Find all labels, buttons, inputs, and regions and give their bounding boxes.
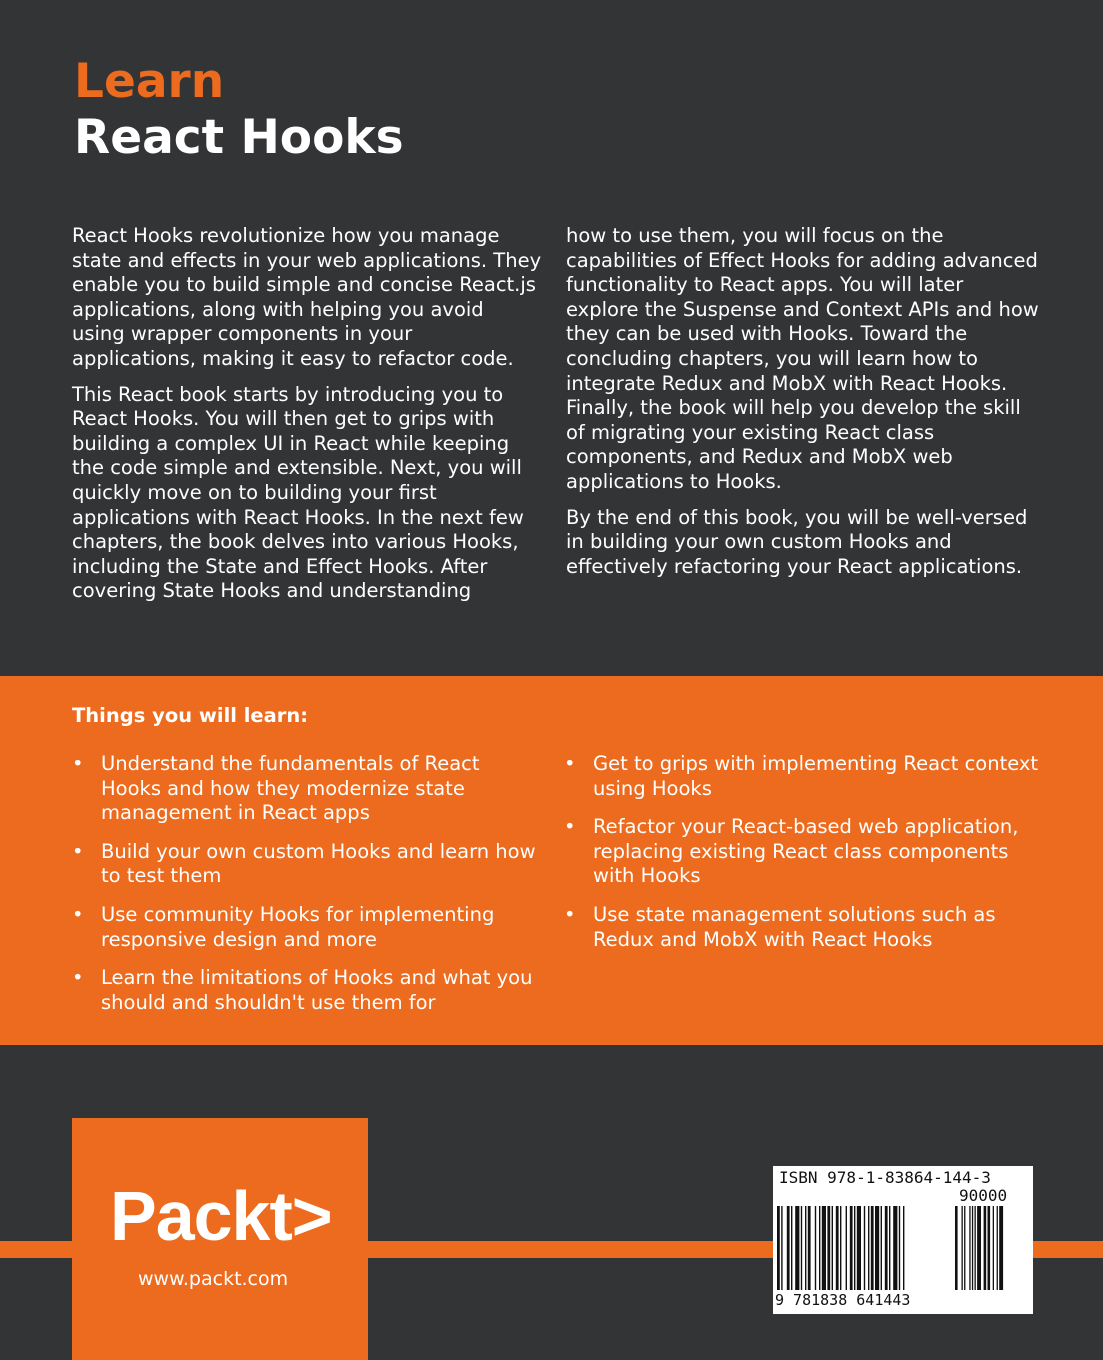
publisher-logo-box: [72, 1118, 368, 1360]
ean-digits: 9 781838 641443: [775, 1291, 911, 1309]
list-item-text: Understand the fundamentals of React Hooks and how they modernize state management in React apps: [101, 752, 480, 825]
barcode-bar: [893, 1206, 897, 1290]
barcode-bar: [875, 1206, 879, 1290]
description-left-column: [72, 224, 542, 615]
list-item-text: Use state management solutions such as Redux and MobX with React Hooks: [593, 902, 996, 951]
bullet-icon: •: [72, 752, 84, 775]
bullet-icon: •: [564, 815, 576, 839]
barcode-bar: [871, 1206, 874, 1290]
barcode-bar: [846, 1206, 847, 1290]
barcode-bar: [881, 1206, 882, 1290]
barcode-bar: [857, 1206, 861, 1290]
barcode-bar: [854, 1206, 855, 1290]
barcode-bar: [819, 1206, 820, 1290]
bullet-icon: •: [72, 839, 84, 863]
barcode-bar: [836, 1206, 839, 1290]
price-barcode-bar: [964, 1206, 965, 1290]
bullet-icon: •: [564, 752, 576, 775]
title-react-hooks: React Hooks: [74, 110, 404, 165]
barcode-bar: [899, 1206, 900, 1290]
bullet-icon: •: [564, 902, 576, 926]
barcode-bar: [889, 1206, 890, 1290]
barcode-box: [773, 1166, 1033, 1314]
barcode-bar: [805, 1206, 806, 1290]
price-code: 90000: [959, 1186, 1008, 1205]
list-item-text: Use community Hooks for implementing responsive design and more: [101, 902, 495, 951]
description-paragraph: React Hooks revolutionize how you manage state and effects in your web applications. They enable you to build simple and concise React.js applications, along with helping you avoid using wrapper components in your applications, making it easy to refactor code.: [72, 224, 542, 370]
bullet-icon: •: [72, 966, 84, 990]
barcode-bar: [781, 1206, 782, 1290]
list-item: [72, 966, 542, 1015]
title-learn: Learn: [74, 54, 225, 109]
price-barcode-bar: [955, 1206, 958, 1290]
barcode-bar: [808, 1206, 811, 1290]
list-item: [564, 903, 1044, 952]
price-barcode-bar: [999, 1206, 1003, 1290]
price-barcode-bar: [993, 1206, 994, 1290]
list-item: [72, 752, 542, 826]
barcode-bar: [777, 1206, 780, 1290]
barcode-bar: [885, 1206, 888, 1290]
barcode-bar: [801, 1206, 802, 1290]
list-item: [564, 815, 1044, 889]
publisher-url: www.packt.com: [138, 1268, 289, 1290]
barcode-bar: [850, 1206, 853, 1290]
list-item: [564, 752, 1044, 801]
list-item-text: Get to grips with implementing React context using Hooks: [593, 752, 1039, 800]
bullet-icon: •: [72, 902, 84, 926]
barcode-bar: [868, 1206, 869, 1290]
barcode-bar: [787, 1206, 790, 1290]
list-item-text: Build your own custom Hooks and learn how to test them: [101, 839, 536, 888]
barcode-bar: [815, 1206, 816, 1290]
packt-logo: Packt>: [110, 1177, 332, 1255]
barcode-bar: [822, 1206, 826, 1290]
barcode-bar: [840, 1206, 841, 1290]
isbn-label: ISBN 978-1-83864-144-3: [779, 1168, 991, 1187]
barcode-bar: [864, 1206, 865, 1290]
price-barcode-bar: [969, 1206, 970, 1290]
barcode-bar: [795, 1206, 799, 1290]
barcode-bar: [832, 1206, 833, 1290]
price-barcode-bar: [977, 1206, 981, 1290]
price-barcode-bar: [962, 1206, 963, 1290]
description-paragraph: This React book starts by introducing you to React Hooks. You will then get to grips with building a complex UI in React while keeping the code simple and extensible. Next, you will quickly move on to building your first applications with React Hooks. In the next few chapters, the book delves into various Hooks, including the State and Effect Hooks. After covering State Hooks and understanding: [72, 382, 524, 603]
list-item-text: Refactor your React-based web application, replacing existing React class components with Hooks: [593, 815, 1019, 888]
list-item: [72, 903, 542, 952]
learn-list-right: [564, 752, 1044, 966]
price-barcode-bar: [975, 1206, 976, 1290]
barcode-bars: [773, 1206, 1033, 1290]
description-right-column: [566, 224, 1041, 590]
list-item-text: Learn the limitations of Hooks and what you should and shouldn't use them for: [101, 966, 533, 1014]
barcode-bar: [827, 1206, 830, 1290]
description-paragraph: By the end of this book, you will be well-versed in building your own custom Hooks and effectively refactoring your React applications.: [566, 505, 1028, 578]
price-barcode-bar: [997, 1206, 998, 1290]
learn-heading: Things you will learn:: [72, 704, 309, 727]
price-barcode-bar: [988, 1206, 991, 1290]
list-item: [72, 840, 542, 889]
barcode-bar: [791, 1206, 792, 1290]
description-paragraph: how to use them, you will focus on the capabilities of Effect Hooks for adding advanced functionality to React apps. You will later explore the Suspense and Context APIs and how they can be used with Hooks. Toward the concluding chapters, you will learn how to integrate Redux and MobX with React Hooks. Finally, the book will help you develop the skill of migrating your existing React class components, and Redux and MobX web applications to Hooks.: [566, 224, 1039, 493]
price-barcode-bar: [972, 1206, 973, 1290]
learn-list-left: [72, 752, 542, 1029]
barcode-bar: [903, 1206, 904, 1290]
price-barcode-bar: [984, 1206, 987, 1290]
